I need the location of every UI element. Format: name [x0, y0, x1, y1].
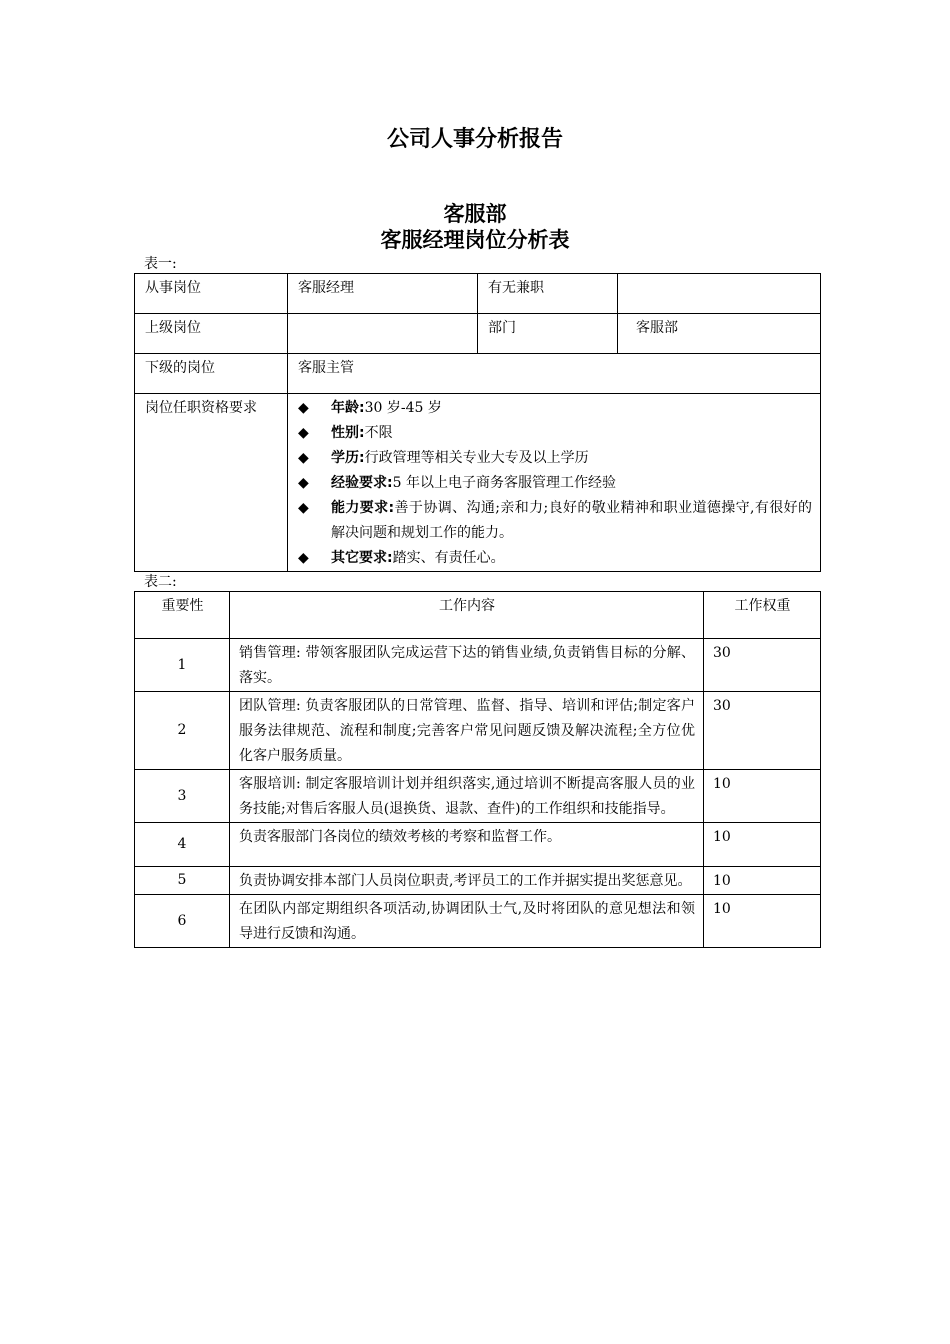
qualification-text: 踏实、有责任心。 — [392, 550, 505, 566]
qualification-label: 年龄: — [331, 400, 365, 416]
qualification-label: 其它要求: — [331, 550, 393, 566]
rank-cell: 4 — [135, 823, 230, 867]
table-row — [135, 692, 821, 770]
rank-cell: 3 — [135, 770, 230, 823]
qualification-text: 不限 — [364, 425, 393, 441]
qualification-text: 30 岁-45 岁 — [364, 400, 442, 416]
column-header: 工作权重 — [704, 592, 821, 639]
content-cell: 客服培训: 制定客服培训计划并组织落实,通过培训不断提高客服人员的业务技能;对售后客服人员(退换货、退款、查件)的工作组织和技能指导。 — [230, 770, 704, 823]
list-item — [298, 396, 812, 421]
table-row — [135, 274, 821, 314]
qualifications-list — [298, 396, 812, 571]
rank-cell: 1 — [135, 639, 230, 692]
list-item — [298, 546, 812, 571]
table-title: 客服经理岗位分析表 — [380, 228, 570, 252]
list-item — [298, 446, 812, 471]
qualification-label: 学历: — [331, 450, 365, 466]
table-cell: 客服主管 — [288, 354, 821, 394]
qualification-label: 经验要求: — [331, 475, 393, 491]
list-item — [298, 421, 812, 446]
department-title: 客服部 — [443, 202, 507, 226]
weight-cell: 10 — [704, 895, 821, 948]
qualifications-cell — [288, 394, 821, 572]
qualification-text: 行政管理等相关专业大专及以上学历 — [364, 450, 589, 466]
diamond-bullet-icon: ◆ — [298, 450, 309, 466]
qualification-text: 5 年以上电子商务客服管理工作经验 — [392, 475, 616, 491]
list-item — [298, 471, 812, 496]
weight-cell: 10 — [704, 823, 821, 867]
table-row — [135, 823, 821, 867]
rank-cell: 5 — [135, 867, 230, 895]
weight-cell: 30 — [704, 639, 821, 692]
table2-caption: 表二: — [144, 574, 177, 590]
duties-table — [134, 591, 821, 948]
diamond-bullet-icon: ◆ — [298, 425, 309, 441]
table-cell: 从事岗位 — [135, 274, 288, 314]
table-header-row — [135, 592, 821, 639]
table-row — [135, 394, 821, 572]
qualification-text: 善于协调、沟通;亲和力;良好的敬业精神和职业道德操守,有很好的解决问题和规划工作的能力。 — [331, 500, 812, 541]
table-row — [135, 895, 821, 948]
diamond-bullet-icon: ◆ — [298, 400, 309, 416]
table-row — [135, 770, 821, 823]
content-cell: 负责协调安排本部门人员岗位职责,考评员工的工作并据实提出奖惩意见。 — [230, 867, 704, 895]
table-row — [135, 867, 821, 895]
table-cell: 岗位任职资格要求 — [135, 394, 288, 572]
weight-cell: 10 — [704, 770, 821, 823]
content-cell: 销售管理: 带领客服团队完成运营下达的销售业绩,负责销售目标的分解、落实。 — [230, 639, 704, 692]
table-cell — [288, 314, 478, 354]
rank-cell: 2 — [135, 692, 230, 770]
column-header: 工作内容 — [230, 592, 704, 639]
content-cell: 在团队内部定期组织各项活动,协调团队士气,及时将团队的意见想法和领导进行反馈和沟通。 — [230, 895, 704, 948]
position-info-table — [134, 273, 821, 572]
table-cell: 客服经理 — [288, 274, 478, 314]
weight-cell: 30 — [704, 692, 821, 770]
table-cell: 部门 — [478, 314, 618, 354]
content-cell: 团队管理: 负责客服团队的日常管理、监督、指导、培训和评估;制定客户服务法律规范、流程和制度;完善客户常见问题反馈及解决流程;全方位优化客户服务质量。 — [230, 692, 704, 770]
table1-caption: 表一: — [144, 256, 177, 272]
list-item — [298, 496, 812, 546]
document-title: 公司人事分析报告 — [386, 127, 563, 152]
diamond-bullet-icon: ◆ — [298, 550, 309, 566]
table-row — [135, 639, 821, 692]
table-cell: 上级岗位 — [135, 314, 288, 354]
table-cell: 客服部 — [618, 314, 821, 354]
table-cell: 有无兼职 — [478, 274, 618, 314]
content-cell: 负责客服部门各岗位的绩效考核的考察和监督工作。 — [230, 823, 704, 867]
diamond-bullet-icon: ◆ — [298, 500, 309, 516]
weight-cell: 10 — [704, 867, 821, 895]
rank-cell: 6 — [135, 895, 230, 948]
table-row — [135, 354, 821, 394]
qualification-label: 能力要求: — [331, 500, 395, 516]
column-header: 重要性 — [135, 592, 230, 639]
table-row — [135, 314, 821, 354]
table-cell: 下级的岗位 — [135, 354, 288, 394]
qualification-label: 性别: — [331, 425, 365, 441]
table-cell — [618, 274, 821, 314]
diamond-bullet-icon: ◆ — [298, 475, 309, 491]
